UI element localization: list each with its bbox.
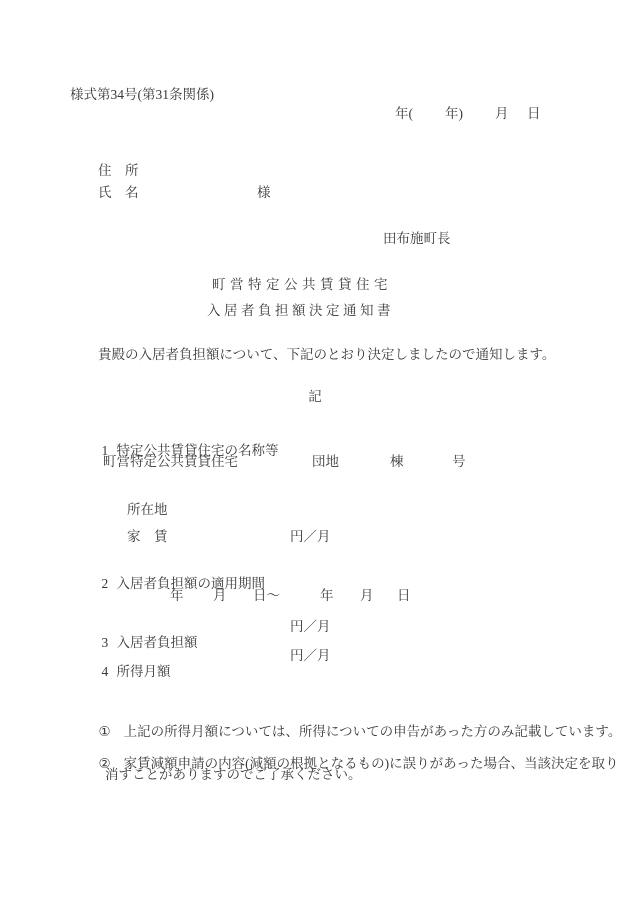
recipient-name-label: 氏 名 [98,185,139,200]
section-4-number: 4 [101,664,109,680]
form-number: 様式第34号(第31条関係) [70,87,214,102]
date-day-label: 日 [527,106,541,121]
section-3-heading: 入居者負担額 [116,635,198,651]
section-1-housing-label: 町営特定公共賃貸住宅 [103,454,238,469]
section-3-number: 3 [101,635,109,651]
section-4-heading-line [88,648,171,697]
note-2-text-line1: 家賃減額申請の内容(減額の根拠となるもの)に誤りがあった場合、当該決定を取り [123,756,619,772]
note-2-text-line2: 消すことがありますのでご了承ください。 [105,767,362,782]
period-end-month-label: 月 [360,588,374,603]
section-2-number: 2 [101,576,109,592]
section-1-heading: 特定公共賃貸住宅の名称等 [116,443,279,459]
section-1-rent-label: 家 賃 [127,529,168,544]
date-month-label: 月 [495,106,509,121]
section-1-address-label: 所在地 [127,502,168,517]
section-1-rent-unit: 円／月 [290,529,331,544]
section-1-number: 1 [101,443,109,459]
date-line [0,106,630,203]
intro-paragraph: 貴殿の入居者負担額について、下記のとおり決定しましたので通知します。 [98,347,556,362]
section-2-heading: 入居者負担額の適用期間 [116,576,265,592]
section-1-unit-no-label: 号 [452,454,466,469]
period-end-day-label: 日 [397,588,411,603]
period-start-month-label: 月 [213,588,227,603]
date-year-close-label: 年) [445,106,463,121]
section-1-danchi-label: 団地 [312,454,339,469]
note-2-marker: ② [98,756,111,772]
note-1-text: 上記の所得月額については、所得についての申告があった方のみ記載しています。 [123,724,622,740]
period-start-day-tilde-label: 日～ [253,588,280,603]
record-mark: 記 [308,389,322,404]
section-1-building-label: 棟 [390,454,404,469]
period-end-year-label: 年 [320,588,334,603]
note-1-marker: ① [98,724,111,740]
section-4-heading: 所得月額 [116,664,171,680]
document-title-line2: 入居者負担額決定通知書 [207,303,394,318]
section-3-unit: 円／月 [290,619,331,634]
section-4-unit: 円／月 [290,648,331,663]
recipient-honorific: 様 [257,185,271,200]
period-start-year-label: 年 [170,588,184,603]
issuer-name: 田布施町長 [383,231,451,246]
date-year-open-label: 年( [395,106,413,121]
recipient-address-label: 住 所 [98,163,139,178]
document-title-line1: 町営特定公共賃貸住宅 [212,277,392,292]
